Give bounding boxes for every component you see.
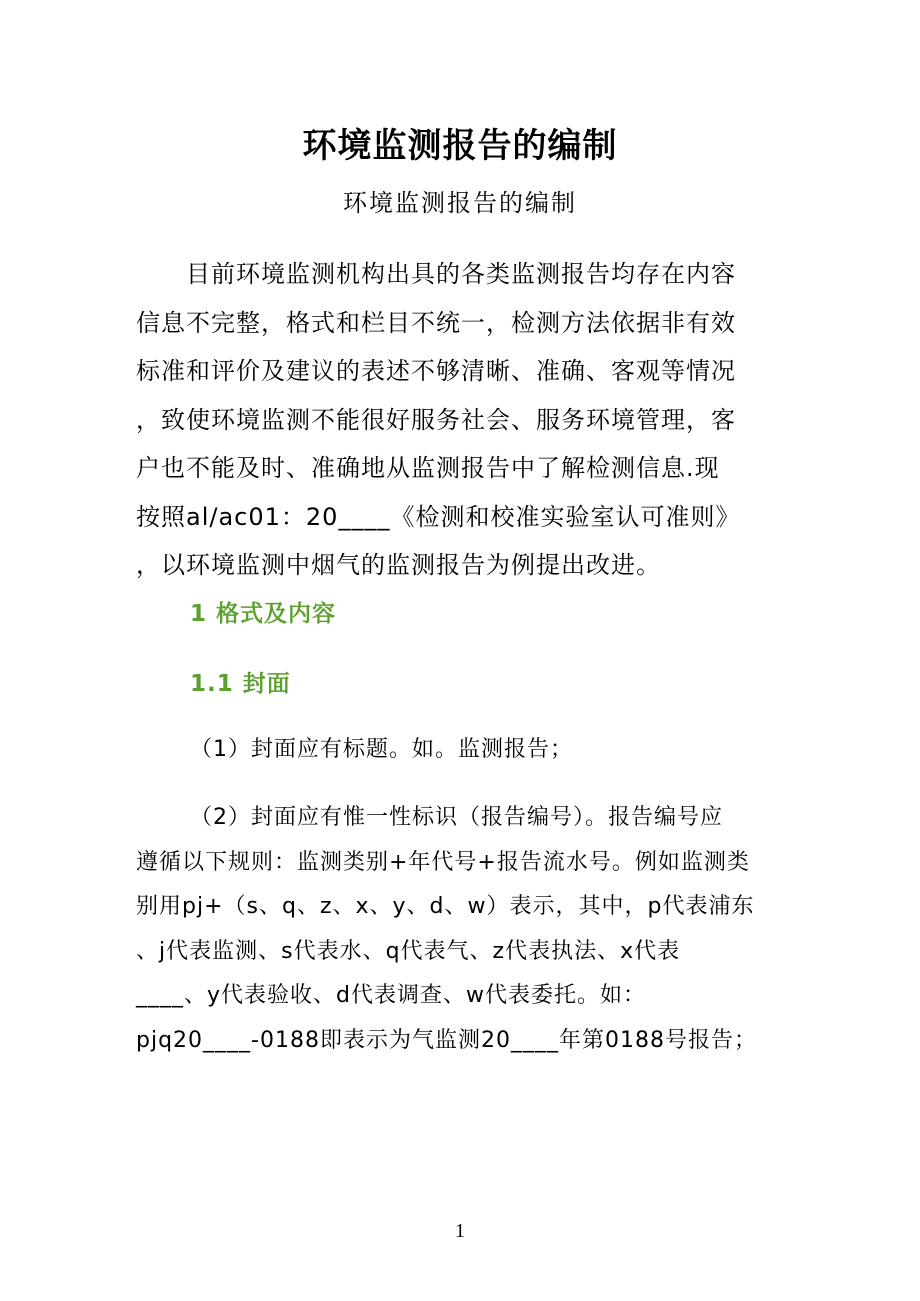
intro-line: ，以环境监测中烟气的监测报告为例提出改进。	[136, 551, 661, 579]
intro-paragraph	[136, 250, 786, 590]
item-line: 遵循以下规则：监测类别+年代号+报告流水号。例如监测类	[136, 849, 750, 875]
item-line: （2）封面应有惟一性标识（报告编号）。报告编号应	[190, 805, 723, 830]
subsection-heading-cover: 1.1 封面	[190, 671, 291, 697]
document-subtitle: 环境监测报告的编制	[343, 189, 577, 217]
intro-line: 按照al/ac01：20____《检测和校准实验室认可准则》	[136, 502, 741, 531]
document-title: 环境监测报告的编制	[302, 126, 618, 166]
item-line: 、j代表监测、s代表水、q代表气、z代表执法、x代表	[136, 938, 681, 964]
intro-line: 目前环境监测机构出具的各类监测报告均存在内容	[136, 260, 736, 288]
item-line: pjq20____-0188即表示为气监测20____年第0188号报告；	[136, 1027, 757, 1053]
cover-item-1: （1）封面应有标题。如。监测报告；	[190, 737, 573, 762]
page-number: 1	[455, 1220, 465, 1242]
cover-item-2	[136, 796, 796, 1064]
item-line: ____、y代表验收、d代表调查、w代表委托。如：	[136, 983, 646, 1009]
intro-line: 户也不能及时、准确地从监测报告中了解检测信息.现	[136, 454, 720, 482]
section-heading-format: 1 格式及内容	[190, 601, 337, 627]
intro-line: 信息不完整，格式和栏目不统一，检测方法依据非有效	[136, 308, 736, 337]
intro-line: 标准和评价及建议的表述不够清晰、准确、客观等情况	[136, 357, 736, 385]
intro-line: ，致使环境监测不能很好服务社会、服务环境管理，客	[136, 405, 736, 434]
item-line: 别用pj+（s、q、z、x、y、d、w）表示，其中，p代表浦东	[136, 894, 755, 920]
